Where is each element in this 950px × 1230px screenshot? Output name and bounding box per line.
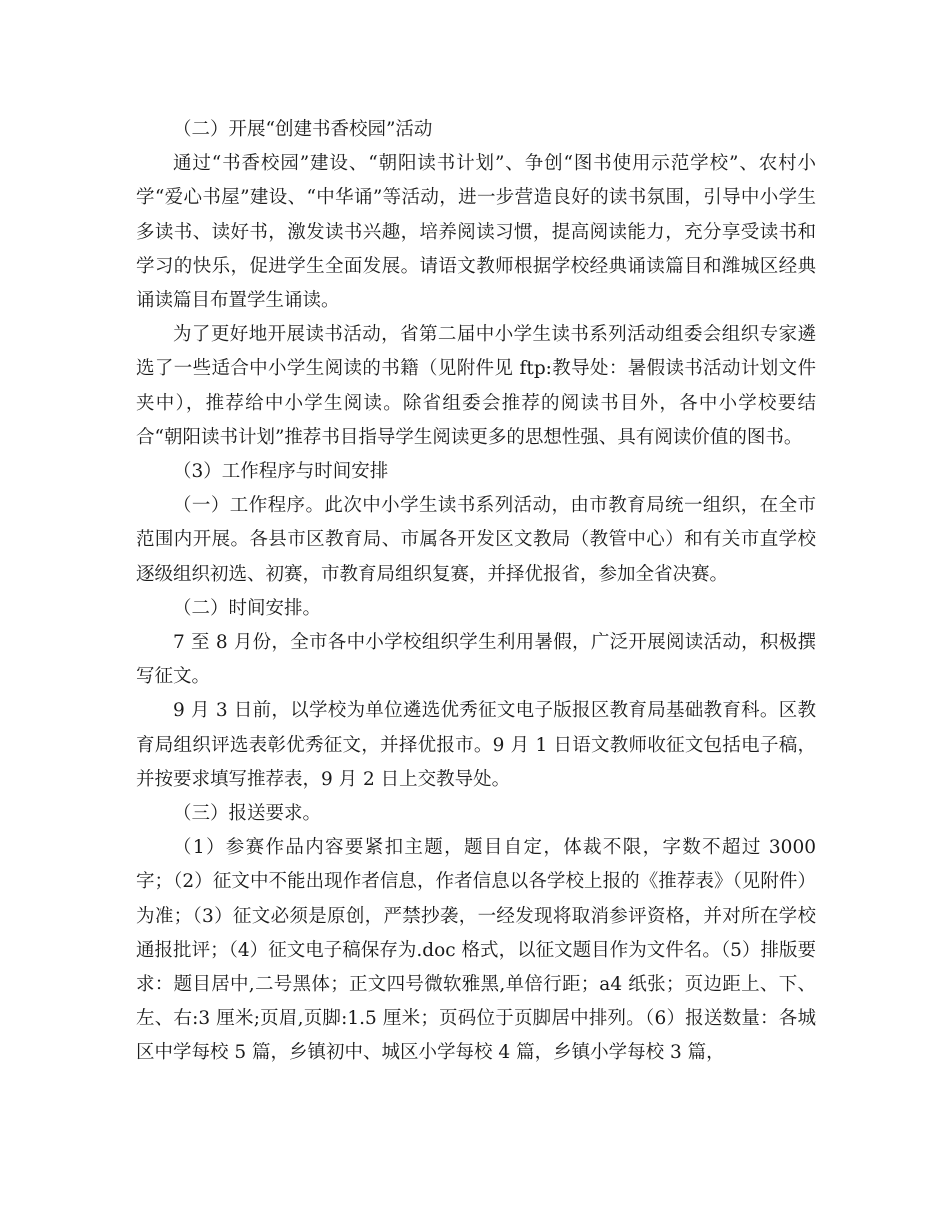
- document-body: [136, 113, 816, 1071]
- section-heading-procedure-schedule: （3）工作程序与时间安排: [173, 461, 389, 483]
- paragraph-july-august: 7 至 8 月份，全市各中小学校组织学生利用暑假，广泛开展阅读活动，积极撰写征文。: [136, 632, 816, 688]
- paragraph-campus-activities: 通过“书香校园”建设、“朝阳读书计划”、争创“图书使用示范学校”、农村小学“爱心书屋”建设、“中华诵”等活动，进一步营造良好的读书氛围，引导中小学生多读书、读好书，激发读书兴趣，培养阅读习惯，提高阅读能力，充分享受读书和学习的快乐，促进学生全面发展。请语文教师根据学校经典诵读篇目和潍城区经典诵读篇目布置学生诵读。: [136, 153, 816, 312]
- section-heading-reading-campus: （二）开展“创建书香校园”活动: [173, 119, 433, 140]
- section-heading-submission-requirements: （三）报送要求。: [173, 803, 322, 825]
- paragraph-september-deadline: 9 月 3 日前，以学校为单位遴选优秀征文电子版报区教育局基础教育科。区教育局组织评选表彰优秀征文，并择优报市。9 月 1 日语文教师收征文包括电子稿，并按要求填写推荐表，9 月 2 日上交教导处。: [136, 700, 816, 790]
- paragraph-work-procedure: （一）工作程序。此次中小学生读书系列活动，由市教育局统一组织，在全市范围内开展。各县市区教育局、市属各开发区文教局（教管中心）和有关市直学校逐级组织初选、初赛，市教育局组织复赛，并择优报省，参加全省决赛。: [136, 495, 816, 585]
- paragraph-recommended-books: 为了更好地开展读书活动，省第二届中小学生读书系列活动组委会组织专家遴选了一些适合中小学生阅读的书籍（见附件见 ftp:教导处：暑假读书活动计划文件夹中），推荐给中小学生阅读。除省组委会推荐的阅读书目外，各中小学校要结合“朝阳读书计划”推荐书目指导学生阅读更多的思想性强、具有阅读价值的图书。: [136, 324, 816, 448]
- section-heading-time-schedule: （二）时间安排。: [173, 597, 322, 619]
- paragraph-submission-rules: （1）参赛作品内容要紧扣主题，题目自定，体裁不限，字数不超过 3000 字；（2）征文中不能出现作者信息，作者信息以各学校上报的《推荐表》（见附件）为准；（3）征文必须是原创，严禁抄袭，一经发现将取消参评资格，并对所在学校通报批评；（4）征文电子稿保存为.doc 格式，以征文题目作为文件名。（5）排版要求：题目居中,二号黑体；正文四号微软雅黑,单倍行距；a4 纸张；页边距上、下、左、右:3 厘米;页眉,页脚:1.5 厘米；页码位于页脚居中排列。（6）报送数量：各城区中学每校 5 篇，乡镇初中、城区小学每校 4 篇，乡镇小学每校 3 篇，: [136, 837, 816, 1064]
